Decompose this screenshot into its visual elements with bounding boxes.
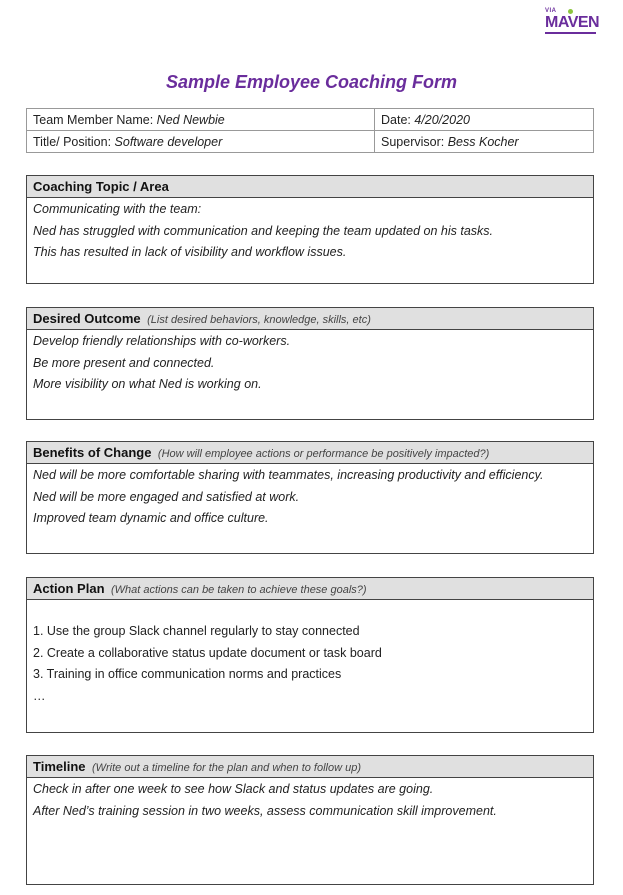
employee-info-table <box>26 108 594 153</box>
team-member-label: Team Member Name: <box>33 112 154 127</box>
desired-outcome-body <box>27 330 593 396</box>
desired-outcome-section <box>26 307 594 420</box>
benefits-line: Ned will be more comfortable sharing with teammates, increasing productivity and efficiency. <box>33 468 544 482</box>
timeline-section <box>26 755 594 885</box>
info-row <box>27 131 594 153</box>
date-label: Date: <box>381 112 411 127</box>
timeline-body <box>27 778 593 822</box>
team-member-cell <box>27 109 375 131</box>
maven-logo <box>543 8 599 36</box>
timeline-label: Timeline <box>33 759 86 774</box>
action-plan-item: … <box>33 689 46 704</box>
desired-outcome-line: Develop friendly relationships with co-workers. <box>33 334 291 348</box>
benefits-body <box>27 464 593 530</box>
coaching-topic-line: This has resulted in lack of visibility and workflow issues. <box>33 245 347 260</box>
team-member-value: Ned Newbie <box>156 112 225 127</box>
logo-underline <box>545 32 596 34</box>
action-plan-item: 3. Training in office communication norms and practices <box>33 667 342 682</box>
action-plan-hint: (What actions can be taken to achieve these goals?) <box>110 584 367 596</box>
section-header <box>27 308 593 330</box>
date-value: 4/20/2020 <box>414 112 470 127</box>
benefits-line: Improved team dynamic and office culture. <box>33 511 269 526</box>
action-plan-item: 2. Create a collaborative status update document or task board <box>33 645 382 660</box>
supervisor-value: Bess Kocher <box>447 134 519 149</box>
title-position-value: Software developer <box>114 134 223 149</box>
logo-prefix: VIA <box>545 8 557 14</box>
action-plan-body <box>27 600 593 708</box>
title-position-cell <box>27 131 375 153</box>
supervisor-cell <box>375 131 594 153</box>
info-row <box>27 109 594 131</box>
coaching-topic-body <box>27 198 593 264</box>
coaching-topic-line: Communicating with the team: <box>33 202 202 216</box>
benefits-label: Benefits of Change <box>33 445 152 460</box>
action-plan-item: 1. Use the group Slack channel regularly to stay connected <box>33 624 360 638</box>
section-header <box>27 176 593 198</box>
coaching-topic-label: Coaching Topic / Area <box>33 179 169 194</box>
desired-outcome-label: Desired Outcome <box>33 311 141 326</box>
action-plan-label: Action Plan <box>33 581 105 596</box>
supervisor-label: Supervisor: <box>381 134 445 149</box>
timeline-hint: (Write out a timeline for the plan and when to follow up) <box>91 762 361 774</box>
coaching-topic-line: Ned has struggled with communication and keeping the team updated on his tasks. <box>33 223 493 238</box>
desired-outcome-line: Be more present and connected. <box>33 355 215 370</box>
coaching-topic-section <box>26 175 594 284</box>
section-header <box>27 442 593 464</box>
form-title: Sample Employee Coaching Form <box>165 72 458 92</box>
desired-outcome-hint: (List desired behaviors, knowledge, skills, etc) <box>147 314 371 326</box>
section-header <box>27 756 593 778</box>
desired-outcome-line: More visibility on what Ned is working on. <box>33 377 262 392</box>
logo-brand: MAVEN <box>545 14 600 31</box>
benefits-hint: (How will employee actions or performance be positively impacted?) <box>157 448 490 460</box>
action-plan-section <box>26 577 594 733</box>
date-cell <box>375 109 594 131</box>
title-position-label: Title/ Position: <box>33 134 112 149</box>
benefits-line: Ned will be more engaged and satisfied at work. <box>33 489 300 504</box>
section-header <box>27 578 593 600</box>
benefits-of-change-section <box>26 441 594 554</box>
timeline-line: After Ned’s training session in two weeks, assess communication skill improvement. <box>33 803 497 818</box>
timeline-line: Check in after one week to see how Slack and status updates are going. <box>33 782 434 796</box>
